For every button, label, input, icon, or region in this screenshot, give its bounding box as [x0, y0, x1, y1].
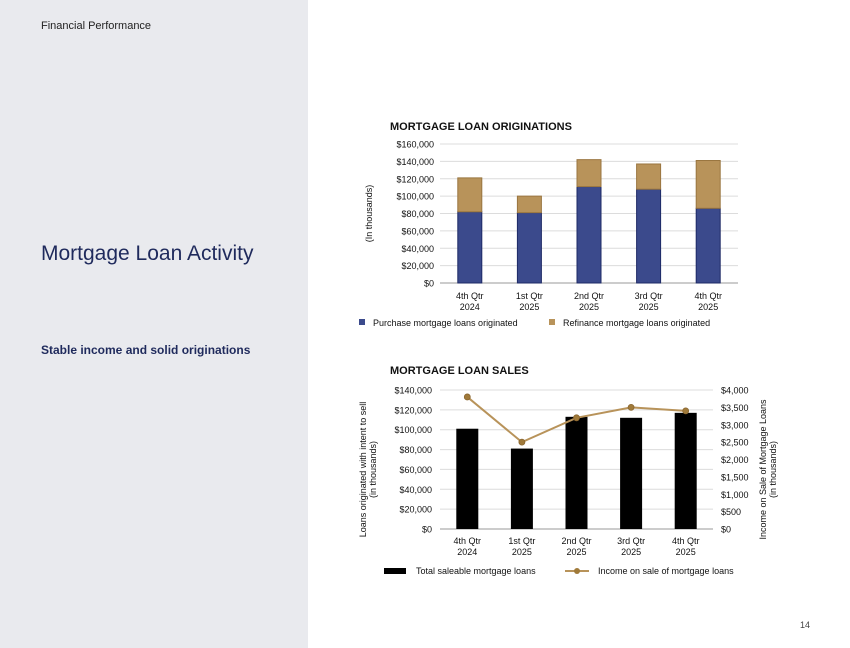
legend-swatch-saleable: [384, 568, 406, 574]
chart-title: MORTGAGE LOAN SALES: [390, 365, 529, 377]
y-tick-label: $0: [423, 278, 434, 289]
bar-saleable: [456, 429, 478, 529]
bar-saleable: [675, 413, 697, 529]
page-subtitle: Stable income and solid originations: [41, 343, 251, 357]
y-axis-label-group: [358, 402, 378, 538]
y2-axis-label: (in thousands): [768, 440, 778, 499]
legend-label-refinance: Refinance mortgage loans originated: [563, 318, 711, 328]
y2-tick-label: $0: [721, 524, 732, 535]
legend-marker-income: [574, 568, 580, 574]
x-tick-label: 2025: [675, 547, 696, 557]
y-tick-label: $100,000: [394, 425, 432, 436]
legend-label-saleable: Total saleable mortgage loans: [416, 566, 536, 576]
y-tick-label: $40,000: [399, 484, 432, 495]
x-tick-label: 2nd Qtr: [573, 291, 605, 301]
x-tick-label: 4th Qtr: [671, 536, 700, 546]
x-tick-label: 2025: [566, 547, 587, 557]
x-tick-label: 2025: [511, 547, 532, 557]
y-axis-label: Loans originated with intent to sell: [358, 401, 368, 538]
x-tick-label: 2025: [519, 302, 540, 312]
x-tick-label: 3rd Qtr: [617, 536, 646, 546]
x-tick-label: 2025: [698, 302, 719, 312]
income-point: [683, 408, 689, 414]
x-tick-label: 4th Qtr: [453, 536, 482, 546]
y2-axis-label-group: [758, 399, 778, 540]
y-tick-label: $120,000: [394, 405, 432, 416]
x-tick-label: 2024: [457, 547, 478, 557]
x-tick-label: 1st Qtr: [508, 536, 536, 546]
y-tick-label: $160,000: [396, 139, 434, 150]
income-point: [574, 415, 580, 421]
y-tick-label: $20,000: [399, 504, 432, 515]
income-point: [519, 439, 525, 445]
y-tick-label: $100,000: [396, 191, 434, 202]
x-tick-label: 4th Qtr: [456, 291, 484, 301]
y-tick-label: $80,000: [399, 445, 432, 456]
y-axis-label: (in thousands): [368, 440, 378, 499]
y2-tick-label: $1,500: [721, 472, 749, 483]
x-tick-label: 1st Qtr: [515, 291, 543, 301]
x-tick-label: 2025: [638, 302, 659, 312]
y2-tick-label: $2,500: [721, 437, 749, 448]
income-point: [464, 394, 470, 400]
y-tick-label: $60,000: [401, 226, 434, 237]
bar-saleable: [566, 417, 588, 529]
y-tick-label: $120,000: [396, 174, 434, 185]
x-tick-label: 2024: [459, 302, 480, 312]
x-tick-label: 2025: [578, 302, 600, 312]
page-title: Mortgage Loan Activity: [41, 242, 254, 265]
x-tick-label: 2025: [621, 547, 642, 557]
chart-title: MORTGAGE LOAN ORIGINATIONS: [390, 121, 572, 133]
y2-tick-label: $3,000: [721, 420, 749, 431]
y-tick-label: $60,000: [399, 464, 432, 475]
section-label: Financial Performance: [41, 20, 152, 32]
y2-tick-label: $3,500: [721, 402, 749, 413]
income-point: [628, 404, 634, 410]
y2-tick-label: $1,000: [721, 489, 749, 500]
bar-saleable: [620, 418, 642, 529]
bar-saleable: [511, 449, 533, 529]
page-number: 14: [800, 620, 811, 630]
y2-tick-label: $500: [721, 507, 742, 518]
x-tick-label: 4th Qtr: [694, 291, 722, 301]
y-tick-label: $20,000: [401, 261, 434, 272]
legend-label-income: Income on sale of mortgage loans: [598, 566, 734, 576]
y-tick-label: $140,000: [394, 385, 432, 396]
legend-label-purchase: Purchase mortgage loans originated: [373, 318, 518, 328]
y-tick-label: $40,000: [401, 243, 434, 254]
y2-tick-label: $2,000: [721, 455, 749, 465]
x-tick-label: 2nd Qtr: [561, 536, 592, 546]
y2-tick-label: $4,000: [721, 385, 749, 396]
y-tick-label: $80,000: [401, 209, 434, 219]
x-tick-label: 3rd Qtr: [634, 291, 663, 301]
y2-axis-label: Income on Sale of Mortgage Loans: [758, 399, 768, 540]
y-tick-label: $140,000: [396, 156, 434, 167]
y-tick-label: $0: [421, 524, 432, 535]
y-axis-label: (In thousands): [364, 184, 374, 243]
